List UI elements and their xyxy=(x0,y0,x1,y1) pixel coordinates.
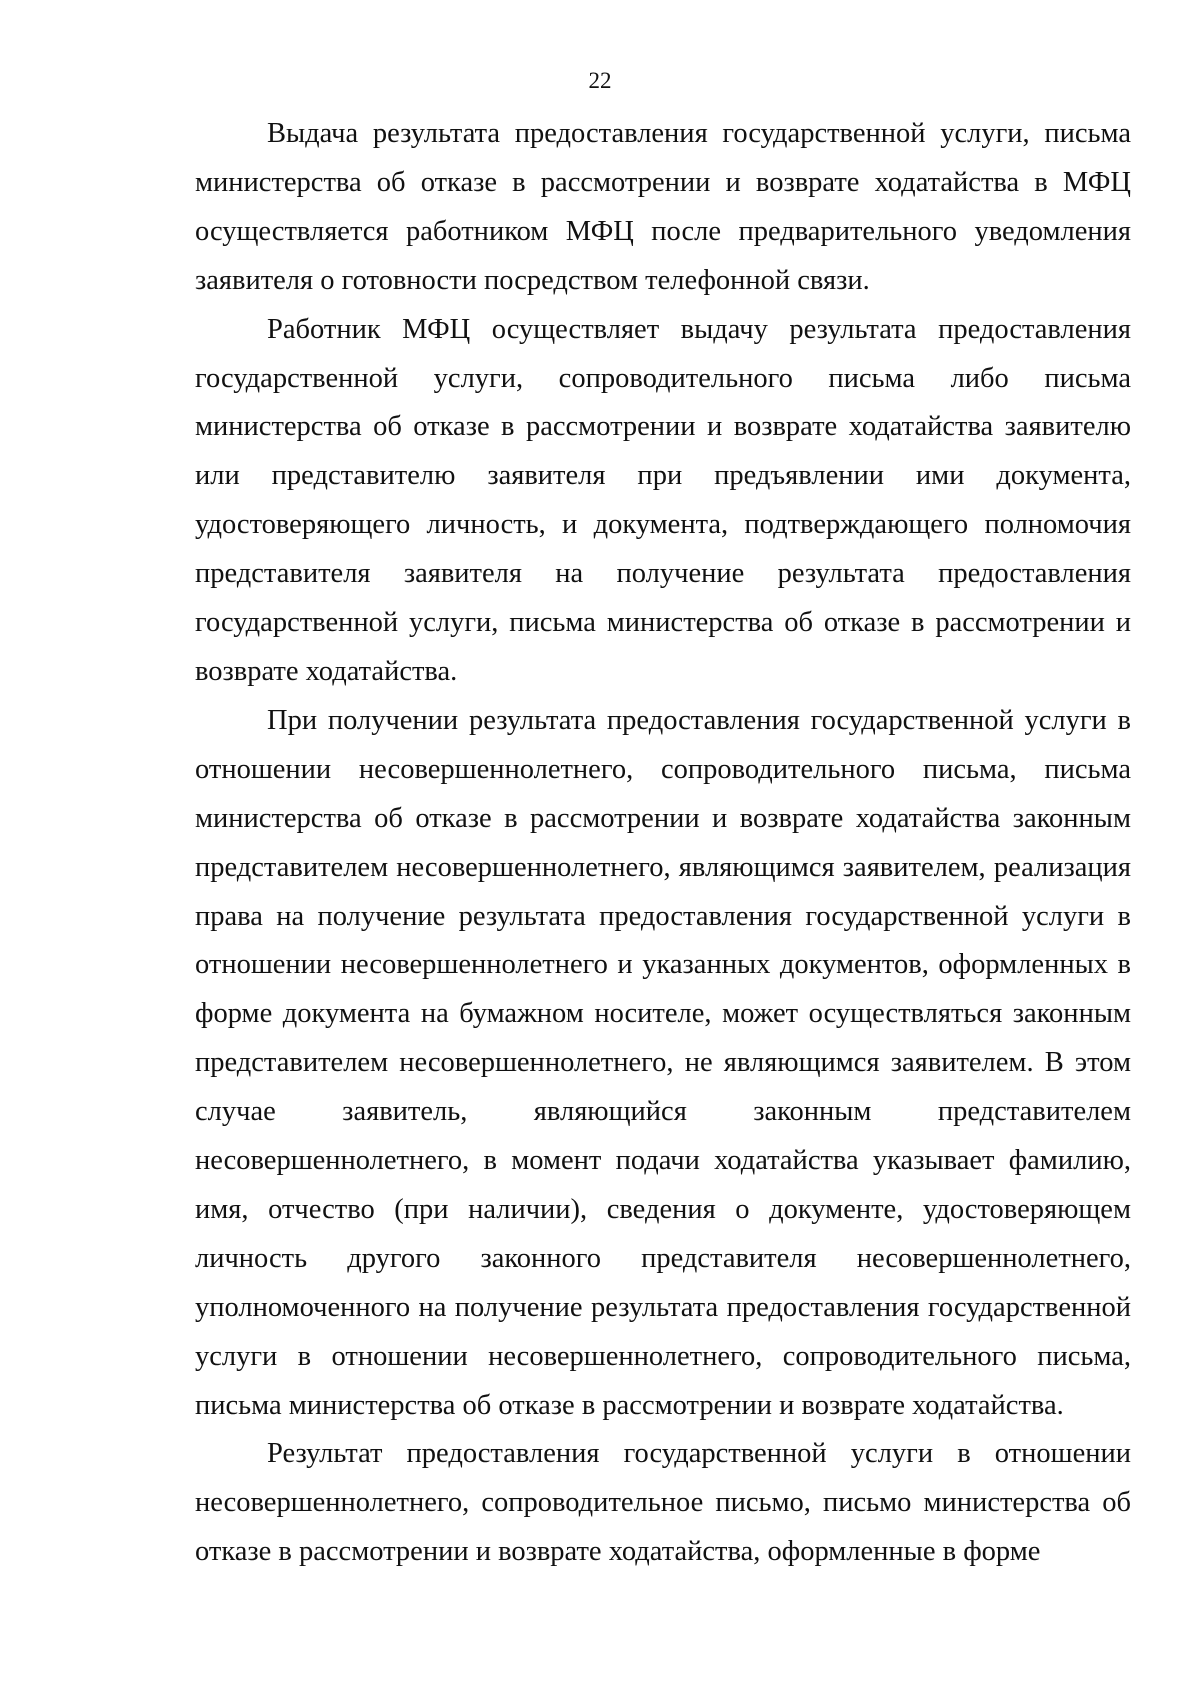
page-number: 22 xyxy=(588,68,612,93)
paragraph-minor-representative: При получении результата предоставления государственной услуги в отношении несовершеннолетнего, сопроводительного письма, письма министерства об отказе в рассмотрении и возврате ходатайства законным представителем несовершеннолетнего, являющимся заявителем, реализация права на получение результата предоставления государственной услуги в отношении несовершеннолетнего и указанных документов, оформленных в форме документа на бумажном носителе, может осуществляться законным представителем несовершеннолетнего, не являющимся заявителем. В этом случае заявитель, являющийся законным представителем несовершеннолетнего, в момент подачи ходатайства указывает фамилию, имя, отчество (при наличии), сведения о документе, удостоверяющем личность другого законного представителя несовершеннолетнего, уполномоченного на получение результата предоставления государственной услуги в отношении несовершеннолетнего, сопроводительного письма, письма министерства об отказе в рассмотрении и возврате ходатайства. xyxy=(195,704,1131,1421)
paragraph-mfc-issuance: Выдача результата предоставления государственной услуги, письма министерства об отказе в рассмотрении и возврате ходатайства в МФЦ осуществляется работником МФЦ после предварительного уведомления заявителя о готовности посредством телефонной связи. xyxy=(195,118,1131,296)
paragraph-mfc-worker-issues: Работник МФЦ осуществляет выдачу результата предоставления государственной услуги, сопроводительного письма либо письма министерства об отказе в рассмотрении и возврате ходатайства заявителю или представителю заявителя при предъявлении ими документа, удостоверяющего личность, и документа, подтверждающего полномочия представителя заявителя на получение результата предоставления государственной услуги, письма министерства об отказе в рассмотрении и возврате ходатайства. xyxy=(195,313,1131,687)
paragraph-result-for-minor: Результат предоставления государственной услуги в отношении несовершеннолетнего, сопроводительное письмо, письмо министерства об отказе в рассмотрении и возврате ходатайства, оформленные в форме xyxy=(195,1438,1131,1568)
document-body xyxy=(195,110,1131,1577)
